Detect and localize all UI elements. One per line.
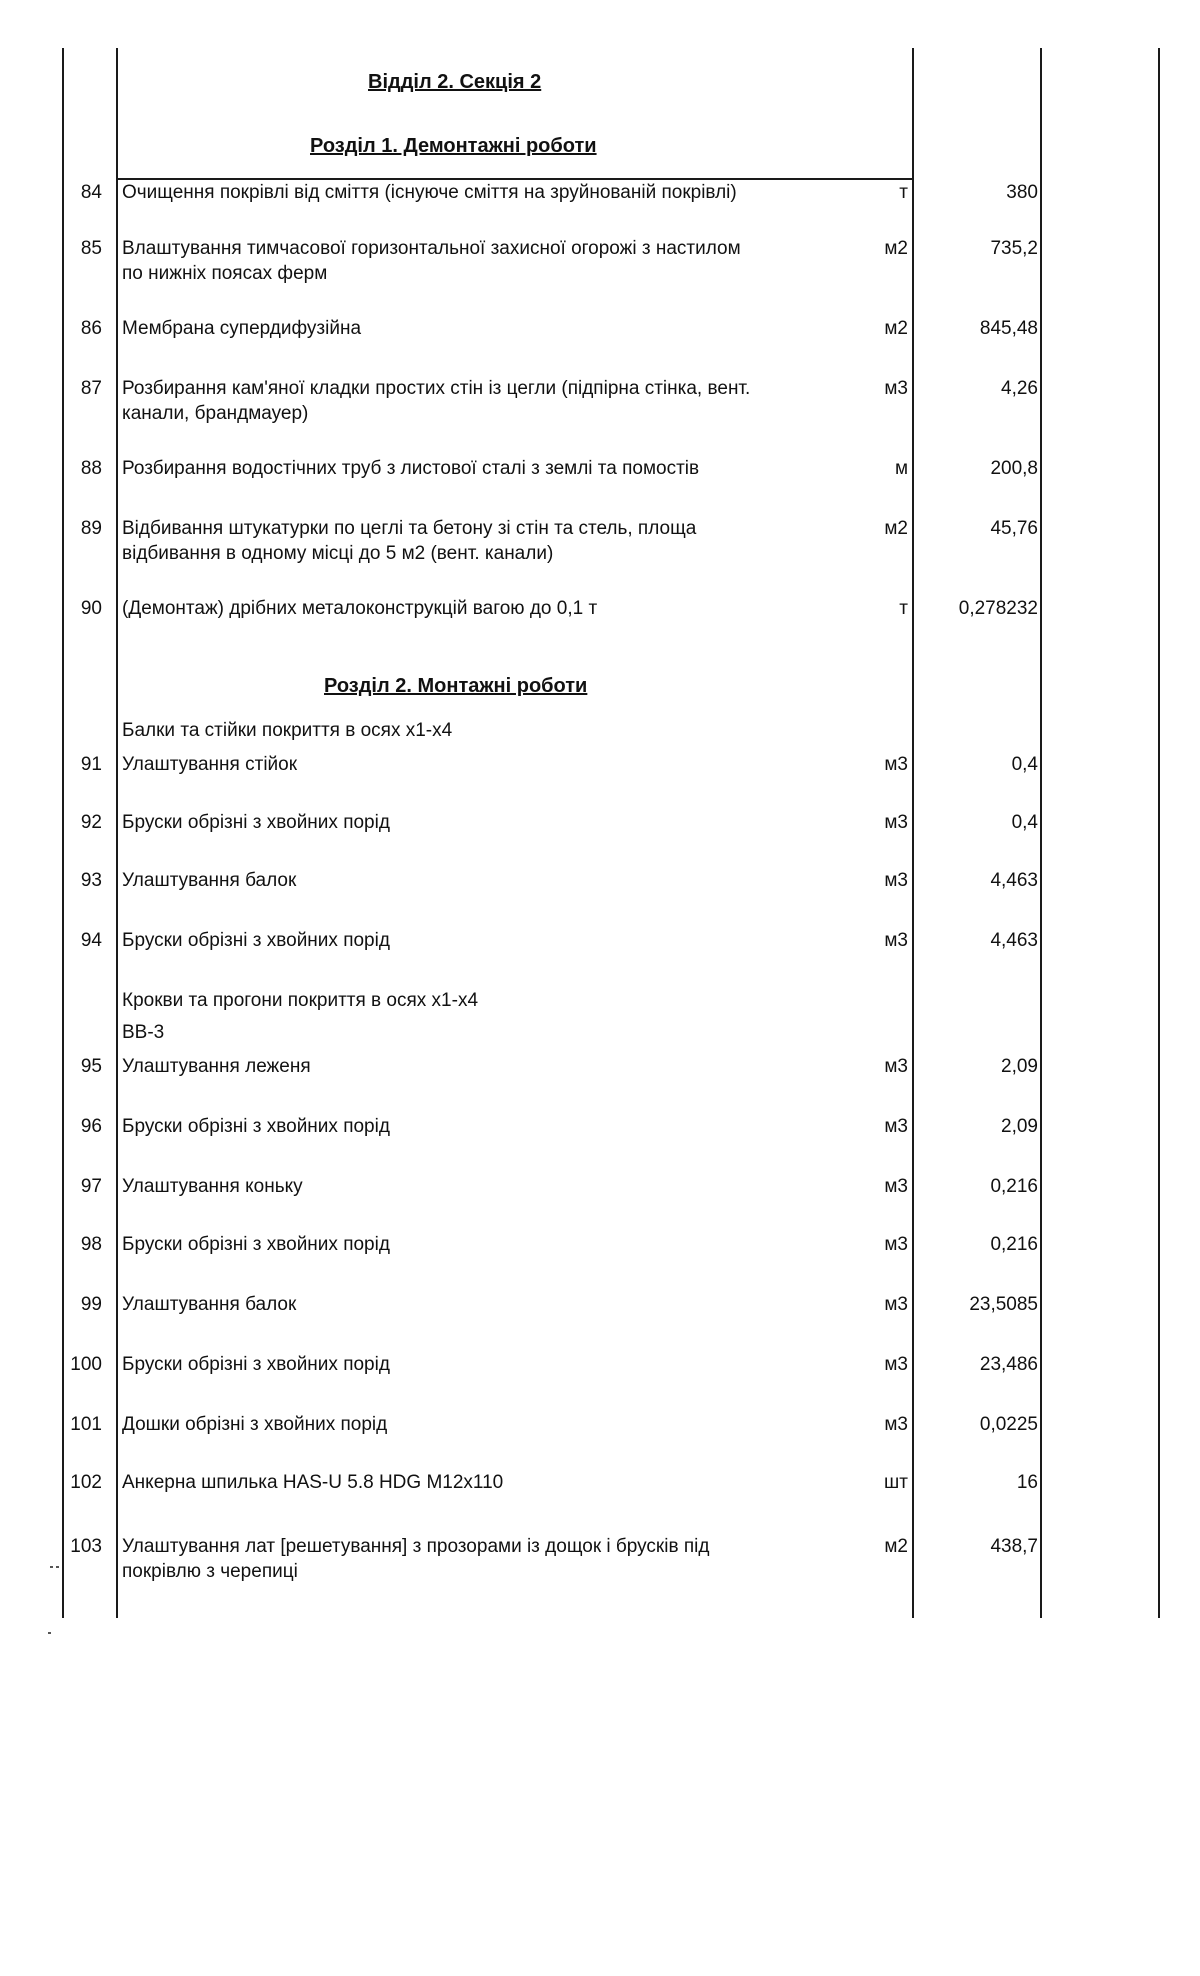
- row-number: 103: [70, 1536, 102, 1557]
- row-unit: м: [894, 458, 908, 479]
- row-description: Бруски обрізні з хвойних порід: [122, 930, 390, 951]
- row-unit: м3: [884, 870, 908, 891]
- row-unit: м3: [884, 812, 908, 833]
- column-line-number-desc: [116, 48, 118, 1618]
- row-unit: м3: [884, 1414, 908, 1435]
- row-unit: м2: [884, 238, 908, 259]
- row-quantity: 4,26: [1001, 378, 1038, 399]
- section-title: Відділ 2. Секція 2: [368, 71, 542, 93]
- column-line-qty-right: [1040, 48, 1042, 1618]
- row-quantity: 0,0225: [979, 1414, 1038, 1435]
- row-unit: м3: [884, 930, 908, 951]
- row-number: 101: [70, 1414, 102, 1435]
- row-description: Бруски обрізні з хвойних порід: [122, 1116, 390, 1137]
- row-quantity: 23,5085: [969, 1294, 1038, 1315]
- row-number: 92: [80, 812, 102, 833]
- row-quantity: 16: [1016, 1472, 1038, 1493]
- row-quantity: 0,216: [990, 1234, 1038, 1255]
- row-number: 97: [80, 1176, 102, 1197]
- row-description: Бруски обрізні з хвойних порід: [122, 1234, 390, 1255]
- row-number: 86: [80, 318, 102, 339]
- row-description: Влаштування тимчасової горизонтальної захисної огорожі з настилом по нижніх поясах ферм: [122, 238, 741, 284]
- row-unit: м2: [884, 318, 908, 339]
- row-description: Відбивання штукатурки по цеглі та бетону зі стін та стель, площа відбивання в одному місці до 5 м2 (вент. канали): [122, 518, 697, 564]
- row-number: 93: [80, 870, 102, 891]
- row-description: Очищення покрівлі від сміття (існуюче сміття на зруйнованій покрівлі): [122, 182, 737, 203]
- row-number: 90: [80, 598, 102, 619]
- row-description: Улаштування балок: [122, 1294, 297, 1315]
- row-quantity: 2,09: [1001, 1116, 1038, 1137]
- row-unit: м3: [884, 1056, 908, 1077]
- scan-mark: [56, 1566, 59, 1568]
- row-quantity: 2,09: [1001, 1056, 1038, 1077]
- row-description: Розбирання водостічних труб з листової сталі з землі та помостів: [122, 458, 700, 479]
- row-number: 89: [80, 518, 102, 539]
- row-number: 88: [80, 458, 102, 479]
- scan-mark: [48, 1632, 51, 1634]
- row-unit: м3: [884, 1294, 908, 1315]
- row-quantity: 438,7: [990, 1536, 1038, 1557]
- row-description: Анкерна шпилька HAS-U 5.8 HDG M12x110: [122, 1472, 504, 1493]
- row-number: 99: [80, 1294, 102, 1315]
- column-line-far-right: [1158, 48, 1160, 1618]
- row-number: 91: [80, 754, 102, 775]
- row-quantity: 0,278232: [958, 598, 1038, 619]
- row-number: 98: [80, 1234, 102, 1255]
- row-description: Дошки обрізні з хвойних порід: [122, 1414, 388, 1435]
- row-quantity: 380: [1006, 182, 1038, 203]
- row-unit: м3: [884, 378, 908, 399]
- row-quantity: 45,76: [990, 518, 1038, 539]
- row-quantity: 0,4: [1011, 754, 1038, 775]
- row-number: 102: [70, 1472, 102, 1493]
- row-number: 94: [80, 930, 102, 951]
- group-label: Крокви та прогони покриття в осях х1-х4: [122, 990, 479, 1011]
- row-description: Улаштування балок: [122, 870, 297, 891]
- row-quantity: 0,4: [1011, 812, 1038, 833]
- group-sublabel: ВВ-3: [122, 1022, 165, 1043]
- row-quantity: 0,216: [990, 1176, 1038, 1197]
- row-number: 85: [80, 238, 102, 259]
- row-quantity: 845,48: [979, 318, 1038, 339]
- row-unit: м3: [884, 754, 908, 775]
- row-description: (Демонтаж) дрібних металоконструкцій вагою до 0,1 т: [122, 598, 598, 619]
- row-unit: м3: [884, 1116, 908, 1137]
- group-label: Балки та стійки покриття в осях х1-х4: [122, 720, 453, 741]
- row-description: Розбирання кам'яної кладки простих стін із цегли (підпірна стінка, вент. канали, брандмауер): [122, 378, 751, 424]
- row-description: Улаштування леженя: [122, 1056, 311, 1077]
- row-number: 87: [80, 378, 102, 399]
- row-unit: м2: [884, 1536, 908, 1557]
- row-unit: шт: [884, 1472, 908, 1493]
- row-description: Бруски обрізні з хвойних порід: [122, 1354, 390, 1375]
- part2-title: Розділ 2. Монтажні роботи: [324, 675, 588, 697]
- row-description: Бруски обрізні з хвойних порід: [122, 812, 390, 833]
- scan-mark: [50, 1566, 53, 1568]
- row-unit: м3: [884, 1354, 908, 1375]
- row-description: Улаштування лат [решетування] з прозорами із дощок і брусків під покрівлю з черепиці: [122, 1536, 710, 1582]
- row-number: 84: [80, 182, 102, 203]
- row-quantity: 4,463: [990, 870, 1038, 891]
- row-unit: м3: [884, 1176, 908, 1197]
- row-description: Улаштування коньку: [122, 1176, 303, 1197]
- row-quantity: 735,2: [990, 238, 1038, 259]
- row-number: 100: [70, 1354, 102, 1375]
- row-description: Улаштування стійок: [122, 754, 298, 775]
- part1-title: Розділ 1. Демонтажні роботи: [310, 135, 597, 157]
- row-unit: т: [899, 182, 908, 203]
- row-number: 95: [80, 1056, 102, 1077]
- row-quantity: 23,486: [979, 1354, 1038, 1375]
- row-quantity: 4,463: [990, 930, 1038, 951]
- row-number: 96: [80, 1116, 102, 1137]
- row-unit: м3: [884, 1234, 908, 1255]
- row-unit: т: [899, 598, 908, 619]
- row-unit: м2: [884, 518, 908, 539]
- row-description: Мембрана супердифузійна: [122, 318, 362, 339]
- row-quantity: 200,8: [990, 458, 1038, 479]
